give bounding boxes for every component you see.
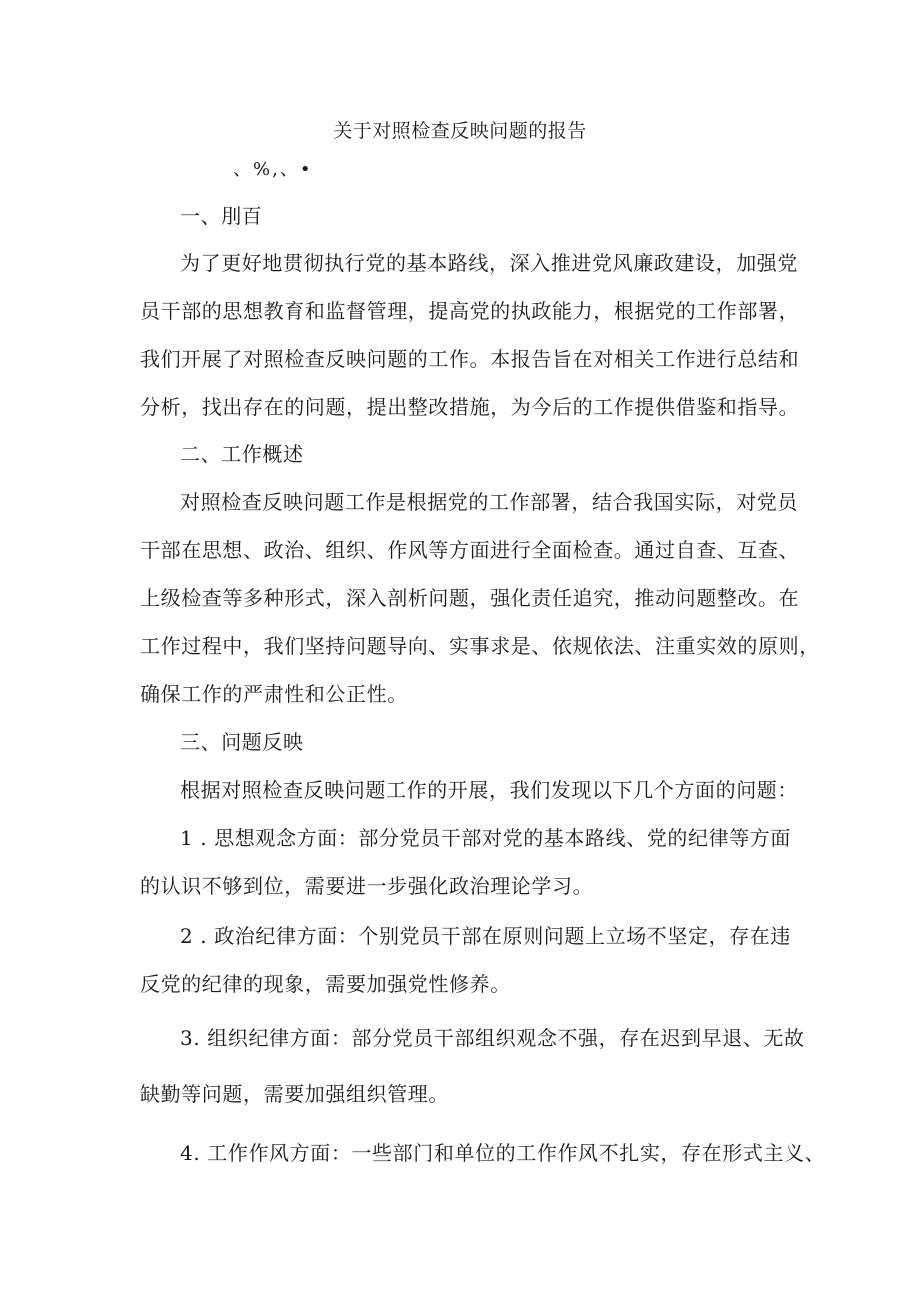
paragraph-line: 工作过程中，我们坚持问题导向、实事求是、依规依法、注重实效的原则， (140, 634, 820, 658)
section-heading-intro: 一、刖百 (180, 204, 263, 228)
paragraph-line: 我们开展了对照检查反映问题的工作。本报告旨在对相关工作进行总结和 (140, 347, 800, 371)
list-item-4: 4. 工作作风方面：一些部门和单位的工作作风不扎实，存在形式主义、 (180, 1141, 826, 1165)
list-item-2: 2 . 政治纪律方面：个别党员干部在原则问题上立场不坚定，存在违 (180, 924, 791, 948)
section-heading-problems: 三、问题反映 (180, 730, 304, 754)
list-item-2-cont: 反党的纪律的现象，需要加强党性修养。 (140, 972, 511, 996)
paragraph-line: 根据对照检查反映问题工作的开展，我们发现以下几个方面的问题： (180, 778, 798, 802)
stray-marks: 、%,、• (233, 159, 313, 180)
list-item-3: 3. 组织纪律方面：部分党员干部组织观念不强，存在迟到早退、无故 (180, 1026, 805, 1050)
list-item-1: 1 . 思想观念方面：部分党员干部对党的基本路线、党的纪律等方面 (180, 826, 791, 850)
paragraph-line: 员干部的思想教育和监督管理，提高党的执政能力，根据党的工作部署， (140, 299, 800, 323)
paragraph-line: 上级检查等多种形式，深入剖析问题，强化责任追究，推动问题整改。在 (140, 586, 800, 610)
section-heading-overview: 二、工作概述 (180, 442, 304, 466)
paragraph-line: 分析，找出存在的问题，提出整改措施，为今后的工作提供借鉴和指导。 (140, 395, 800, 419)
list-item-1-cont: 的认识不够到位，需要进一步强化政治理论学习。 (140, 874, 594, 898)
document-title: 关于对照检查反映问题的报告 (333, 120, 587, 142)
paragraph-line: 确保工作的严肃性和公正性。 (140, 682, 408, 706)
paragraph-line: 对照检查反映问题工作是根据党的工作部署，结合我国实际，对党员 (180, 490, 798, 514)
paragraph-line: 干部在思想、政治、组织、作风等方面进行全面检查。通过自查、互查、 (140, 538, 800, 562)
list-item-3-cont: 缺勤等问题，需要加强组织管理。 (140, 1082, 449, 1106)
paragraph-line: 为了更好地贯彻执行党的基本路线，深入推进党风廉政建设，加强党 (180, 251, 798, 275)
